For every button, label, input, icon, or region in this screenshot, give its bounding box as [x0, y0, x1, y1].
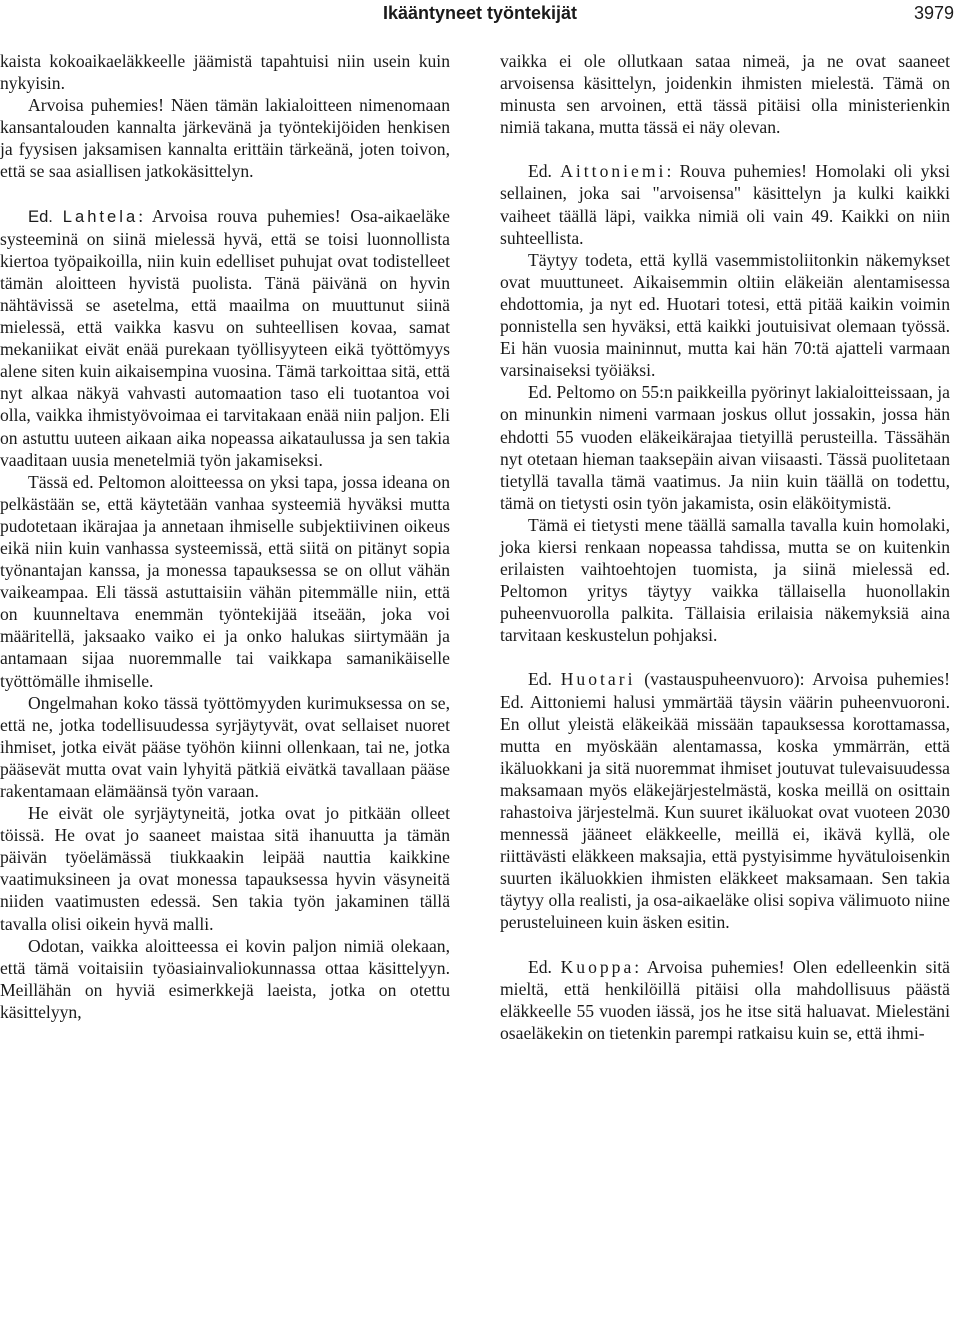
paragraph — [0, 50, 450, 94]
speaker-prefix: Ed. — [528, 161, 552, 182]
paragraph-text: Ongelmahan koko tässä työttömyyden kurimuksessa on se, että ne, jotka todellisuudessa syrjäytyvät, ovat sellaiset nuoret ihmiset, jotka eivät pääse työhön kiinni ollenkaan, tai ne, jotka pääsevät mutta ovat vain lyhyitä pätkiä eivätkä tavallaan pääse rakentamaan elämäänsä työn varaan. — [0, 692, 450, 801]
paragraph-text: Odotan, vaikka aloitteessa ei kovin paljon nimiä olekaan, että tämä voitaisiin työasiainvaliokunnassa ottaa käsittelyyn. Meillähän on hyviä esimerkkejä laeista, jotka on otettu käsittelyyn, — [0, 935, 450, 1022]
paragraph-text: Tässä ed. Peltomon aloitteessa on yksi tapa, jossa ideana on pelkästään se, että käytetään vanhaa systeemiä hyväksi mutta pudotetaan ikärajaa ja annetaan ihmiselle subjektiivinen oikeus eikä niin kuin vanhassa systeemissä, että siitä on pitänyt sopia työnantajan kanssa, ja monessa tapauksessa se on ollut vähän vaikeampaa. Eli tässä astuttaisiin vähän pitemmälle niin, että on kuunneltava enemmän työntekijää itseään, joka voi määritellä, jaksaako vaiko ei ja onko halukas siirtymään ja antamaan sijaa nuoremmalle tai vaikkapa samanikäiselle työttömälle ihmiselle. — [0, 471, 450, 691]
paragraph-text: Ed. Peltomo on 55:n paikkeilla pyörinyt lakialoitteissaan, ja on minunkin nimeni varmaan joskus ollut jossakin, jossa hän ehdotti 55 vuoden eläkeikärajaa tietyillä perusteilla. Tässähän nyt otetaan hieman taaksepäin aivan viisaasti. Tässä puolitetaan tietyllä tavalla tämä vaatimus. Ja niin kuin täällä on todettu, tämä on tietysti osin työn jakamista, osin eläköitymistä. — [500, 382, 950, 513]
paragraph-text: Arvoisa puhemies! Näen tämän lakialoitteen nimenomaan kansantalouden kannalta järkevänä ja työntekijöiden henkisen ja fyysisen jaksamisen kannalta erittäin tärkeänä, joten toivon, että se saa asiallisen jatkokäsittelyn. — [0, 95, 450, 182]
paragraph-text: : Rouva puhemies! Homolaki oli yksi sellainen, joka sai "arvoisensa" käsittelyn ja kulki kaikki vaiheet täällä läpi, vaikka nimiä oli vain 49. Kaikki on niin suhteellista. — [500, 161, 951, 248]
running-title: Ikääntyneet työntekijät — [382, 3, 578, 23]
speaker-name: Kuoppa — [560, 956, 635, 977]
paragraph — [0, 802, 450, 935]
speaker-name: Lahtela — [62, 206, 139, 226]
paragraph-text: Tämä ei tietysti mene täällä samalla tavalla kuin homolaki, joka kiersi renkaan nopeassa tahdissa, mutta se on kuitenkin erilaisten vaihtoehtojen tuomista, ja siinä mielessä ed. Peltomon yritys täytyy vaikka tällaisella huonollakin puheenvuorolla palkita. Tällaisia erilaisia näkemyksiä aina tarvitaan keskustelun pohjaksi. — [500, 514, 950, 646]
paragraph — [500, 249, 950, 382]
speech-paragraph — [500, 160, 950, 248]
paragraph-text: kaista kokoaikaeläkkeelle jäämistä tapahtuisi niin usein kuin nykyisin. — [0, 51, 450, 94]
left-column — [0, 50, 450, 1023]
speaker-prefix: Ed. — [28, 206, 53, 226]
paragraph — [0, 471, 450, 692]
paragraph-text: (vastauspuheenvuoro): Arvoisa puhemies! Ed. Aittoniemi halusi ymmärtää täysin väärin puheenvuoroni. En ollut yleistä eläkeikää missään tapauksessa korottamassa, mutta en myöskään alentamassa, koska ymmärrän, että ikäluokkani ja sitä nuoremmat ihmiset joutuvat tulevaisuudessa maksamaan myös eläkejärjestelmästä, koska meillä on osittain rahastoiva järjestelmä. Kun suuret ikäluokat ovat vuoteen 2030 mennessä jääneet eläkkeelle, meillä ei, ikävä kyllä, ole riittävästi eläkkeen maksajia, että pystyisimme hyvätuloisenkin suurten ikäluokkien ihmisten eläkkeet maksamaan. Sen takia täytyy olla realisti, ja osa-aikaeläke olisi sopiva välimuoto niine perusteluineen kuin äsken esitin. — [500, 669, 950, 933]
speaker-name: Aittoniemi — [560, 161, 667, 182]
speech-paragraph — [500, 956, 950, 1044]
paragraph-text: : Arvoisa puhemies! Olen edelleenkin sitä mieltä, että henkilöillä pitäisi olla mahdollisuus päästä eläkkeelle 55 vuoden iässä, jos he itse sitä haluavat. Mielestäni osaeläkekin on tietenkin parempi ratkaisu kuin se, että ihmi- — [500, 956, 950, 1043]
paragraph — [500, 381, 950, 514]
paragraph — [0, 94, 450, 182]
paragraph-text: vaikka ei ole ollutkaan sataa nimeä, ja ne ovat saaneet arvoisensa käsittelyn, joidenkin ihmisten mielestä. Tämä on minusta sen arvoinen, että tässä pitäisi olla ministerienkin nimiä takana, mutta tässä ei näy olevan. — [500, 51, 950, 138]
speech-paragraph — [500, 668, 950, 933]
paragraph — [0, 692, 450, 802]
paragraph-text: Täytyy todeta, että kyllä vasemmistoliitonkin näkemykset ovat muuttuneet. Aikaisemmin oltiin eläkeiän alentamisessa ehdottomia, ja nyt ed. Huotari totesi, että pitää kaikin voimin ponnistella sen hyväksi, että kaikki joutuisivat olemaan työssä. Ei hän vuosia maininnut, mutta kai hän 70:tä ajatteli varmaan varsinaiseksi työiäksi. — [500, 249, 950, 381]
speech-paragraph — [0, 205, 450, 471]
paragraph — [500, 50, 950, 138]
page-header — [0, 0, 960, 30]
paragraph-text: : Arvoisa rouva puhemies! Osa-aikaeläke systeeminä on siinä mielessä hyvä, että se toisi luonnollista kiertoa työpaikoilla, niin kuin edelliset puhujat ovat todistelleet tämän aloitteen hyvistä puolista. Tänä päivänä on hyvin nähtävissä se asetelma, että maailma on muuttunut siinä mielessä, että vaikka kasvu on suhteellisen kovaa, samat mekaniikat eivät enää purekaan työllisyyteen eikä työttömyys alene siten kuin aikaisempina vuosina. Tämä tarkoittaa sitä, että nyt alkaa näkyä vahvasti automaation taso eli tuotantoa voi olla, vaikka ihmistyövoimaa ei tarvitakaan enää niin paljon. Eli on astuttu uuteen aikaan aika nopeassa aikataulussa ja sen takia vaaditaan uusia menetelmiä työn jakamiseksi. — [0, 205, 450, 470]
speaker-prefix: Ed. — [528, 669, 552, 690]
page-number: 3979 — [913, 3, 954, 23]
right-column — [500, 50, 950, 1044]
speaker-name: Huotari — [560, 669, 636, 690]
speaker-prefix: Ed. — [528, 956, 552, 977]
paragraph — [500, 514, 950, 647]
paragraph-text: He eivät ole syrjäytyneitä, jotka ovat jo pitkään olleet töissä. He ovat jo saaneet maistaa sitä ihanuutta ja tämän päivän työelämässä tiukkaakin leipää nauttia kaikkine vaatimuksineen ja ovat monessa tapauksessa hyvin väsyneitä niiden vaatimusten edessä. Sen takia työn jakaminen tällä tavalla olisi oikein hyvä malli. — [0, 803, 450, 934]
paragraph — [0, 935, 450, 1023]
